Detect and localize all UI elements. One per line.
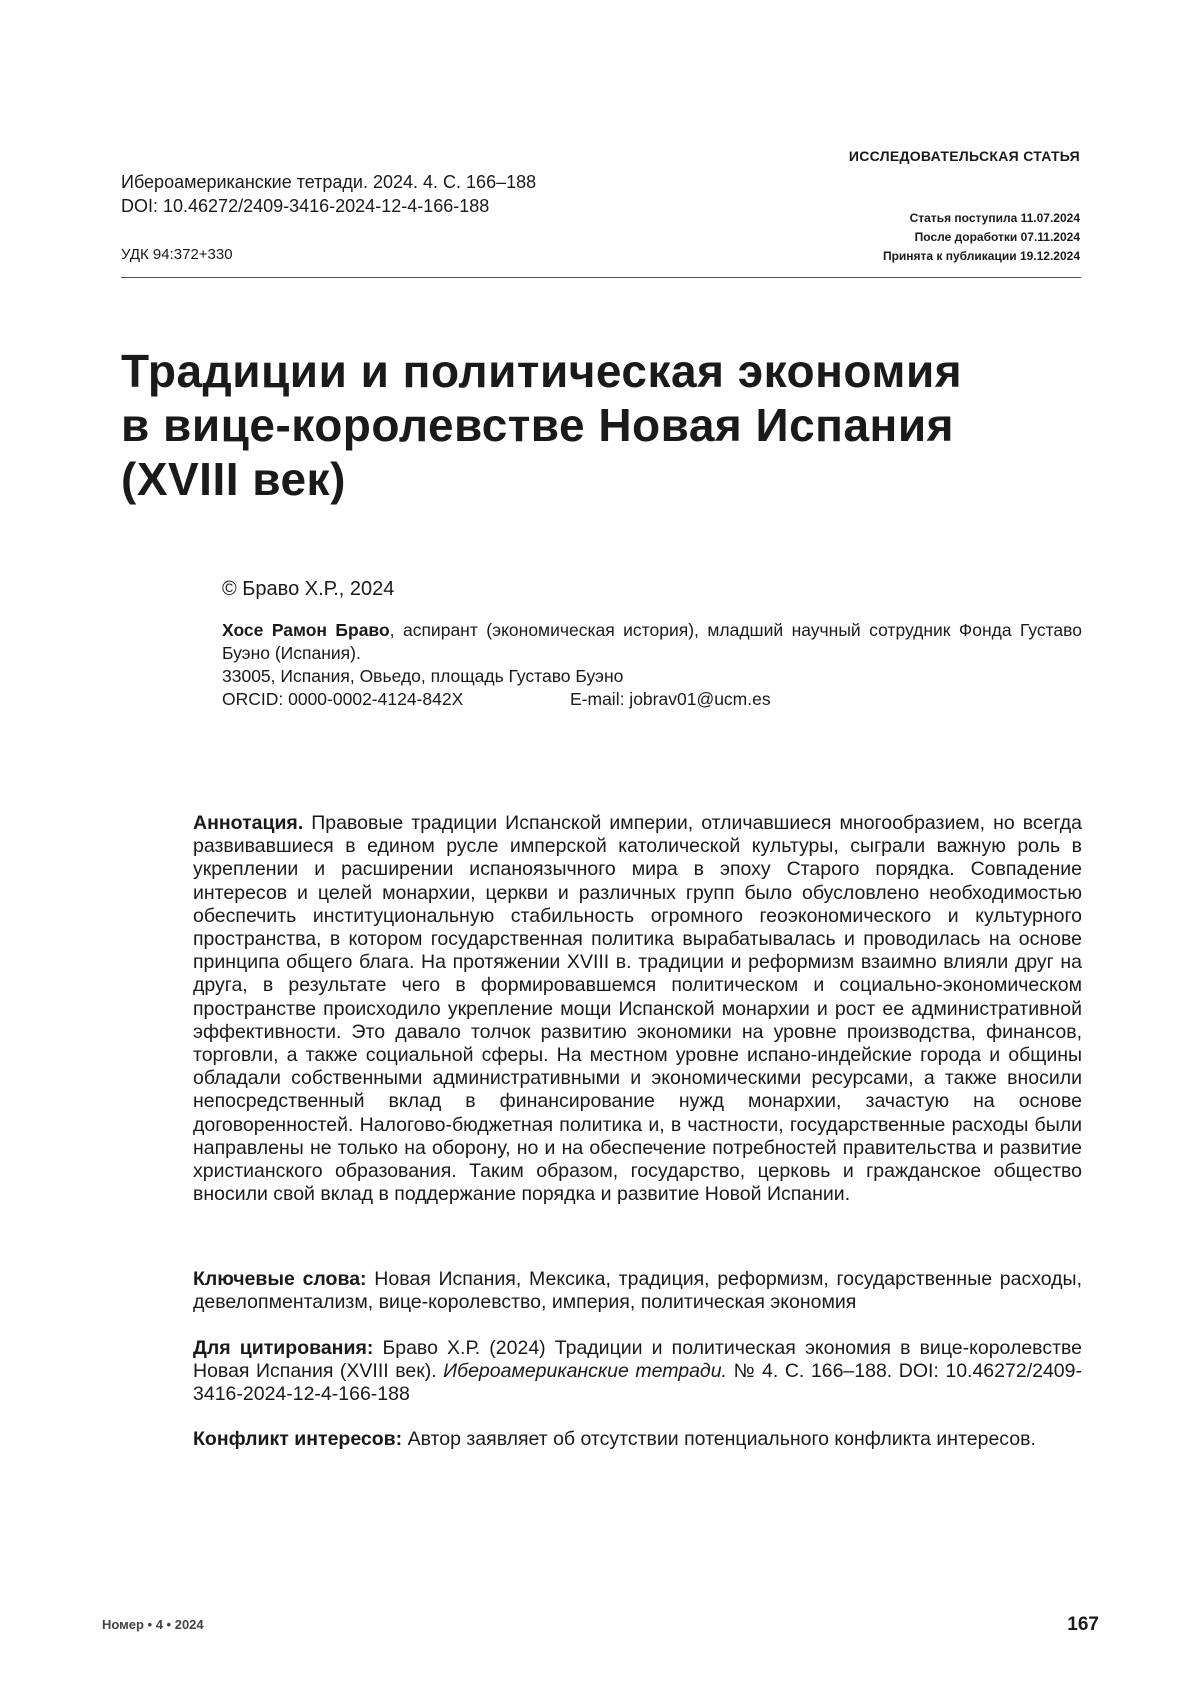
footer-issue: Номер • 4 • 2024 (102, 1617, 204, 1632)
author-position: , аспирант (экономическая история), младший научный сотрудник Фонда Густаво Буэно (Испания). (222, 620, 1083, 663)
page-number: 167 (1067, 1614, 1099, 1635)
journal-citation-header (121, 170, 536, 218)
received-date: Статья поступила 11.07.2024 (909, 211, 1080, 225)
copyright-notice: © Браво Х.Р., 2024 (222, 578, 395, 600)
citation-info (193, 1337, 1082, 1407)
author-affiliation (222, 619, 1082, 665)
conflict-label: Конфликт интересов: (193, 1428, 403, 1450)
accepted-date: Принята к публикации 19.12.2024 (882, 249, 1080, 263)
section-type-label: ИССЛЕДОВАТЕЛЬСКАЯ СТАТЬЯ (848, 148, 1080, 164)
keywords-text: Новая Испания, Мексика, традиция, реформизм, государственные расходы, девелопментализм, вице-королевство, империя, политическая экономия (193, 1268, 1082, 1314)
abstract (193, 812, 1082, 1206)
abstract-text: Правовые традиции Испанской империи, отличавшиеся многообразием, но всегда развивавшиеся в едином русле имперской католической культуры, сыграли важную роль в укреплении и расширении испаноязычного мира в эпоху Старого порядка. Совпадение интересов и целей монархии, церкви и различных групп было обусловлено необходимостью обеспечить институциональную стабильность огромного геоэкономического и культурного пространства, в котором государственная политика вырабатывалась и проводилась на основе принципа общего блага. На протяжении XVIII в. традиции и реформизм взаимно влияли друг на друга, в результате чего в формировавшемся политическом и социально-экономическом пространстве происходило укрепление мощи Испанской монархии и рост ее административной эффективности. Это давало толчок развитию экономики на уровне производства, финансов, торговли, а также социальной сферы. На местном уровне испано-индейские города и общины обладали собственными административными и экономическими ресурсами, а также вносили непосредственный вклад в финансирование нужд монархии, зачастую на основе договоренностей. Налогово-бюджетная политика и, в частности, государственные расходы были направлены не только на оборону, но и на обеспечение потребностей правительства и развитие христианского образования. Таким образом, государство, церковь и гражданское общество вносили свой вклад в поддержание порядка и развитие Новой Испании. (193, 812, 1082, 1206)
title-line: в вице-королевстве Новая Испания (121, 399, 954, 451)
author-email: E-mail: jobrav01@ucm.es (570, 689, 771, 709)
doi-line: DOI: 10.46272/2409-3416-2024-12-4-166-188 (121, 196, 490, 216)
revised-date: После доработки 07.11.2024 (914, 230, 1080, 244)
citation-text-end: № 4. С. 166–188. DOI: 10.46272/2409-3416-2024-12-4-166-188 (193, 1360, 1082, 1406)
author-address: 33005, Испания, Овьедо, площадь Густаво Буэно (222, 666, 624, 686)
title-line: (XVIII век) (121, 453, 346, 505)
publication-dates (883, 209, 1080, 266)
article-title (121, 344, 1021, 506)
conflict-of-interest (193, 1428, 1082, 1451)
author-name: Хосе Рамон Браво (222, 620, 390, 640)
keywords-label: Ключевые слова: (193, 1268, 367, 1290)
journal-line: Ибероамериканские тетради. 2024. 4. С. 166–188 (121, 172, 537, 192)
title-line: Традиции и политическая экономия (121, 345, 963, 397)
author-contacts (222, 688, 1082, 711)
citation-label: Для цитирования: (193, 1337, 374, 1359)
udk-code: УДК 94:372+330 (121, 246, 233, 263)
author-info (222, 619, 1082, 711)
citation-text: Браво Х.Р. (2024) Традиции и политическая экономия в вице-королевстве Новая Испания (XVIII век). (193, 1337, 1082, 1383)
citation-journal: Ибероамериканские тетради. (443, 1360, 727, 1383)
header-divider (121, 277, 1081, 278)
orcid-id: ORCID: 0000-0002-4124-842X (222, 689, 464, 709)
keywords (193, 1268, 1082, 1314)
abstract-label: Аннотация. (193, 812, 304, 834)
conflict-text: Автор заявляет об отсутствии потенциального конфликта интересов. (402, 1428, 1036, 1450)
